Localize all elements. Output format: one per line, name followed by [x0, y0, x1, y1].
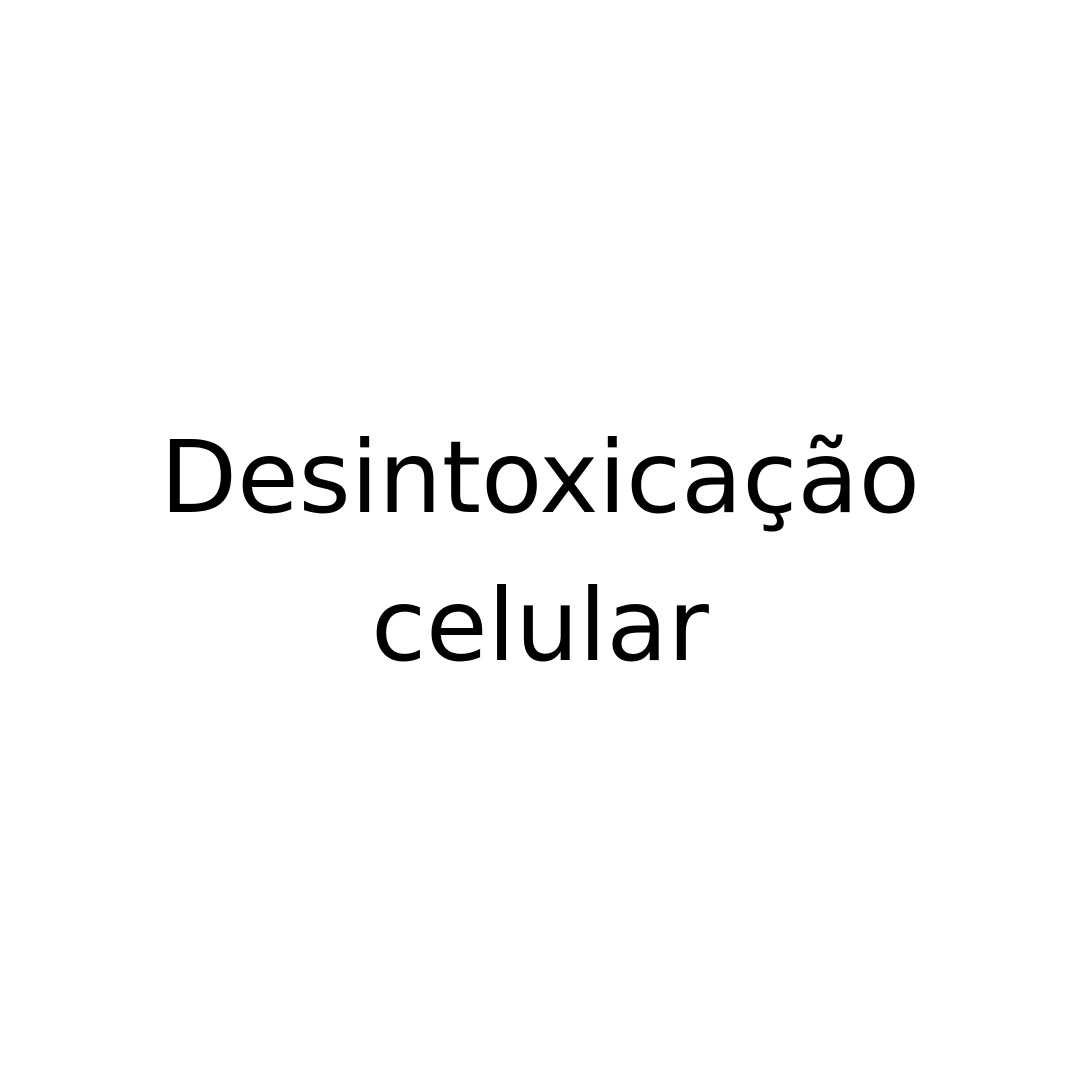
title-line-2: celular: [371, 567, 709, 684]
title-line-1: Desintoxicação: [160, 419, 920, 536]
slide-title: [0, 404, 1080, 700]
